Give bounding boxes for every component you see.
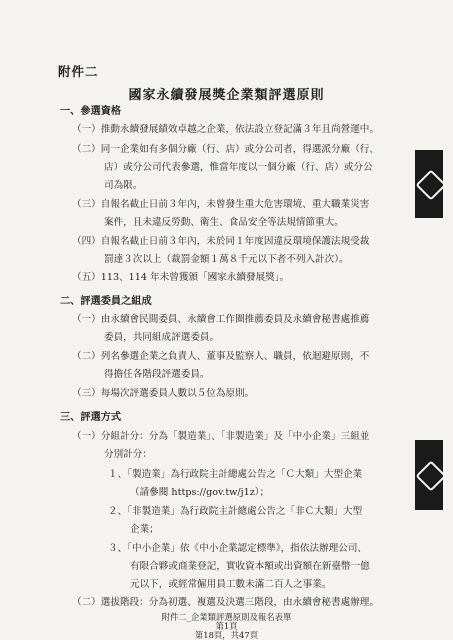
footer-total-pages: 第18頁，共47頁: [194, 630, 259, 640]
document-title: 國家永續發展獎企業類評選原則: [128, 88, 325, 103]
text-line: （二）同一企業如有多個分廠（行、店）或分公司者，得選派分廠（行、: [72, 144, 379, 155]
text-line: 店）或分公司代表參選，惟當年度以一個分廠（行、店）或分公: [104, 162, 373, 173]
section-heading-eligibility: 一、參選資格: [60, 105, 122, 117]
text-line: （五）113、114 年未曾獲頒「國家永續發展獎」。: [72, 272, 290, 283]
text-line: 委員，共同組成評選委員。: [104, 332, 220, 343]
text-line: 案件，且未違反勞動、衛生、食品安全等法規情節重大。: [104, 217, 344, 228]
text-line: 得擔任各階段評選委員。: [104, 369, 210, 380]
text-line: （二）選拔階段：分為初選、複選及決選三階段，由永續會秘書處辦理。: [72, 597, 379, 608]
text-line: （一）推動永續發展績效卓越之企業，依法設立登記滿３年且尚營運中。: [72, 124, 379, 135]
text-line: 分別計分：: [104, 449, 152, 460]
text-line: ３、「中小企業」依《中小企業認定標準》，指依法辦理公司、: [108, 543, 368, 554]
binding-stamp-mark: [415, 150, 443, 218]
footer-document-name: 附件二_企業類評選原則及報名表單: [161, 612, 292, 622]
footer-page-number: 第1頁: [215, 621, 238, 631]
text-line: （請參閱 https://gov.tw/j1z）；: [130, 487, 270, 498]
text-line: （三）自報名截止日前３年內，未曾發生重大危害環境、重大職業災害: [72, 199, 370, 210]
annex-label: 附件二: [58, 64, 99, 79]
text-line: 罰達３次以上（裁罰金額１萬８千元以下者不列入計次）。: [104, 254, 349, 265]
text-line: 有限合夥或商業登記，實收資本額或出資額在新臺幣一億: [130, 561, 370, 572]
stamp-glyph-icon: [415, 460, 446, 491]
text-line: （一）分組計分：分為「製造業」、「非製造業」及「中小企業」三組並: [72, 431, 370, 442]
text-line: （二）列名參選企業之負責人、董事及監察人、職員，依迴避原則，不: [72, 351, 370, 362]
text-line: （一）由永續會民間委員、永續會工作圈推薦委員及永續會秘書處推薦: [72, 314, 370, 325]
section-heading-committee: 二、評選委員之組成: [60, 295, 152, 307]
binding-stamp-mark: [415, 440, 443, 510]
text-line: （三）每場次評選委員人數以５位為原則。: [72, 388, 255, 399]
stamp-glyph-icon: [415, 169, 446, 200]
text-line: 司為限。: [104, 180, 143, 191]
text-line: （四）自報名截止日前３年內，未於同１年度因違反環境保護法規受裁: [72, 236, 370, 247]
section-heading-method: 三、評選方式: [60, 411, 122, 423]
text-line: １、「製造業」為行政院主計總處公告之「Ｃ大類」大型企業: [108, 469, 363, 480]
text-line: 企業；: [130, 524, 159, 535]
text-line: ２、「非製造業」為行政院主計總處公告之「非Ｃ大類」大型: [108, 506, 363, 517]
text-line: 元以下，或經常僱用員工數未滿二百人之事業。: [130, 579, 332, 590]
